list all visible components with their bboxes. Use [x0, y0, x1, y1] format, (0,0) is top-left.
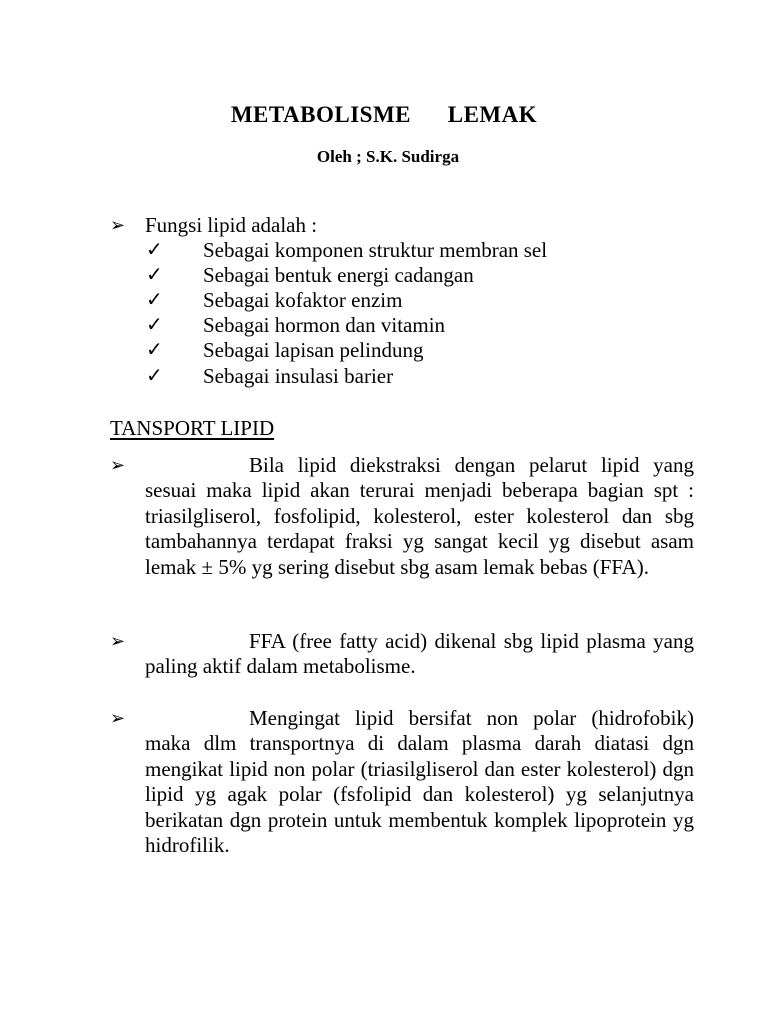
function-item: Sebagai insulasi barier	[203, 364, 394, 388]
checkmark-icon: ✓	[146, 339, 163, 361]
arrow-bullet-icon: ➢	[110, 215, 126, 235]
document-title: METABOLISME LEMAK	[230, 102, 538, 127]
paragraph: FFA (free fatty acid) dikenal sbg lipid plasma yang paling aktif dalam metabolisme.	[145, 629, 694, 679]
paragraph: Bila lipid diekstraksi dengan pelarut lipid yang sesuai maka lipid akan terurai menjadi beberapa bagian spt : triasilgliserol, fosfolipid, kolesterol, ester kolesterol dan sbg tambahannya terdapat fraksi yg sangat kecil yg disebut asam lemak ± 5% yg sering disebut sbg asam lemak bebas (FFA).	[145, 453, 694, 579]
checkmark-icon: ✓	[146, 289, 163, 311]
function-item: Sebagai bentuk energi cadangan	[203, 263, 474, 287]
arrow-bullet-icon: ➢	[110, 631, 126, 651]
arrow-bullet-icon: ➢	[110, 455, 126, 475]
author-line: Oleh ; S.K. Sudirga	[316, 147, 460, 166]
arrow-bullet-icon: ➢	[110, 708, 126, 728]
function-item: Sebagai lapisan pelindung	[203, 338, 424, 362]
checkmark-icon: ✓	[146, 239, 163, 261]
section-heading: TANSPORT LIPID	[110, 416, 275, 440]
intro-text: Fungsi lipid adalah :	[145, 213, 318, 237]
checkmark-icon: ✓	[146, 314, 163, 336]
checkmark-icon: ✓	[146, 264, 163, 286]
checkmark-icon: ✓	[146, 365, 163, 387]
function-item: Sebagai komponen struktur membran sel	[203, 238, 548, 262]
paragraph: Mengingat lipid bersifat non polar (hidrofobik) maka dlm transportnya di dalam plasma darah diatasi dgn mengikat lipid non polar (triasilgliserol dan ester kolesterol) dgn lipid yg agak polar (fsfolipid dan kolesterol) yg selanjutnya berikatan dgn protein untuk membentuk komplek lipoprotein yg hidrofilik.	[145, 706, 694, 858]
function-item: Sebagai kofaktor enzim	[203, 288, 403, 312]
function-item: Sebagai hormon dan vitamin	[203, 313, 446, 337]
